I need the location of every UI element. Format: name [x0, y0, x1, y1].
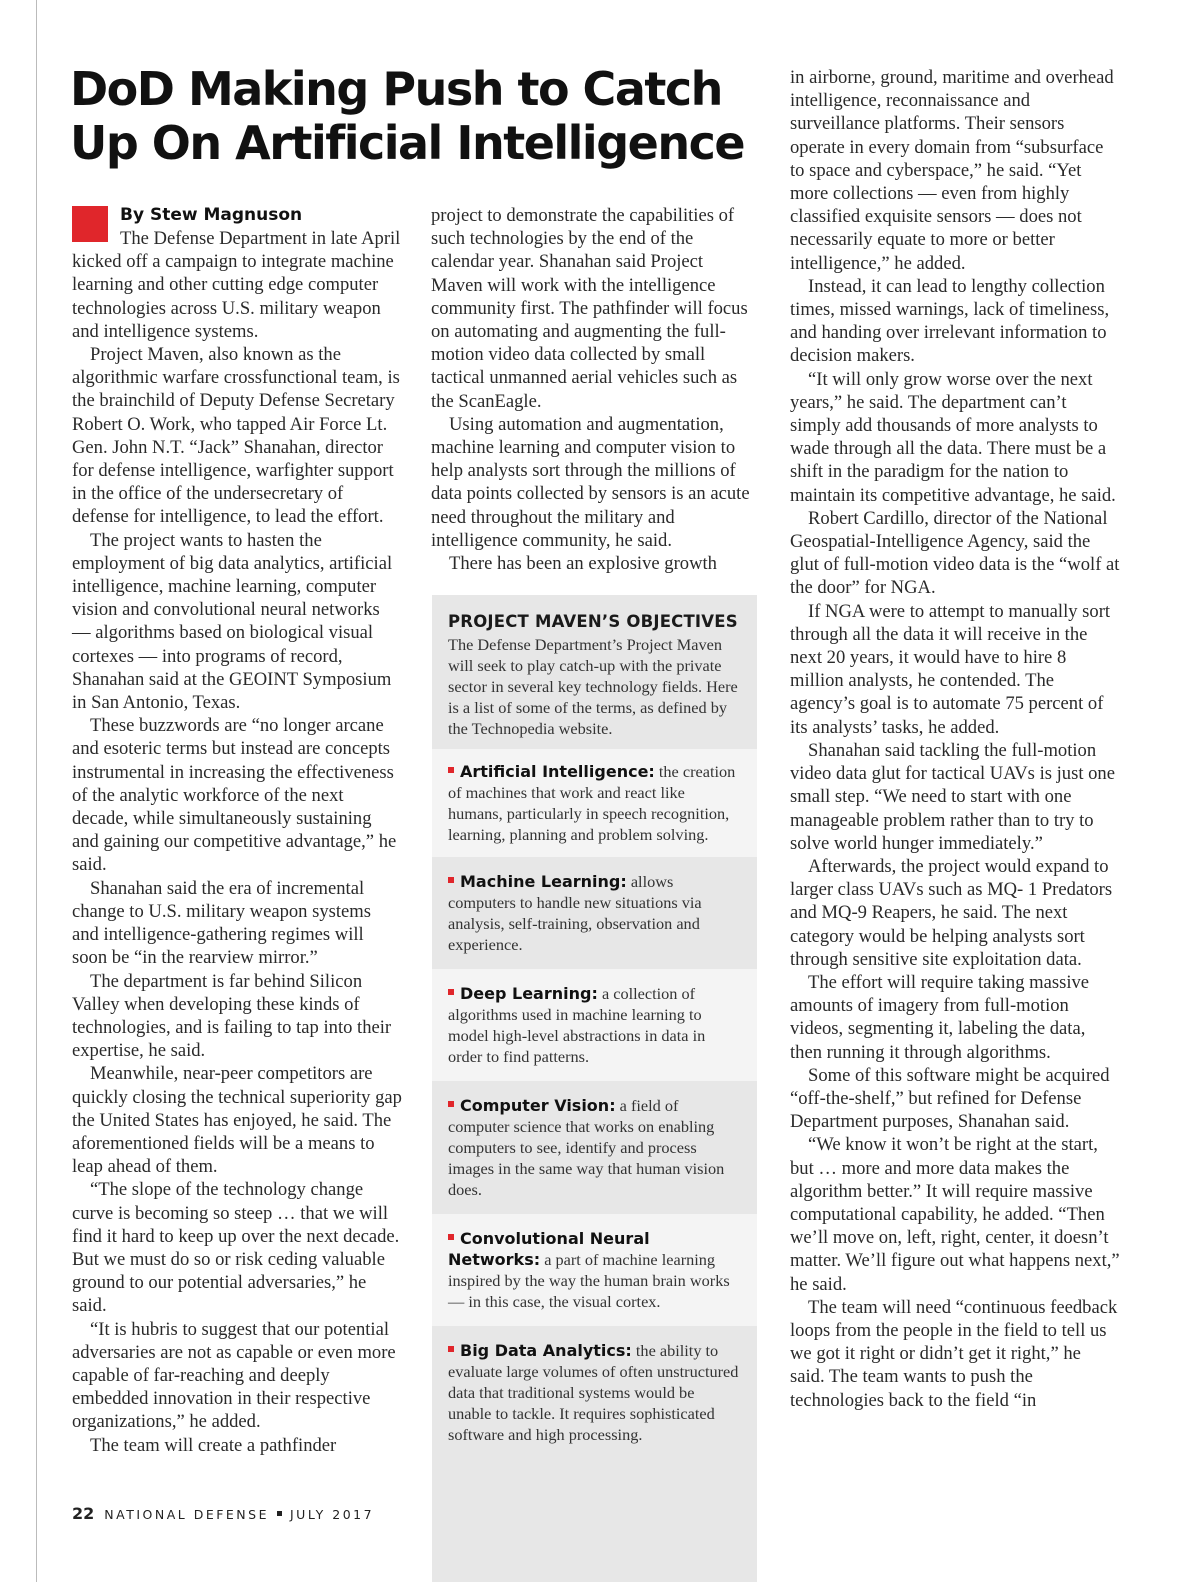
sidebar-definition: a field of computer science that works on enabling computers to see, identify and process images in the same way that human vision does. [448, 1096, 725, 1199]
paragraph: Shanahan said tackling the full-motion video data glut for tactical UAVs is just one small step. “We need to start with one manageable problem rather than to try to solve world hunger immediately.” [790, 739, 1115, 854]
footer-separator-icon [277, 1511, 282, 1516]
paragraph: Afterwards, the project would expand to larger class UAVs such as MQ- 1 Predators and MQ-9 Reapers, he said. The next category would be helping analysts sort through sensitive site exploitation data. [790, 855, 1113, 970]
paragraph: The team will need “continuous feedback loops from the people in the field to tell us we got it right or didn’t get it right,” he said. The team wants to push the technologies back to the field “in [790, 1296, 1118, 1411]
page-footer [72, 1504, 374, 1523]
margin-rule [36, 0, 37, 1582]
bullet-icon [448, 989, 454, 995]
byline-row [72, 204, 402, 227]
paragraph: “It will only grow worse over the next years,” he said. The department can’t simply add thousands of more analysts to wade through all the data. There must be a shift in the paradigm for the nation to maintain its competitive advantage, he said. [790, 368, 1116, 506]
paragraph: Instead, it can lead to lengthy collection times, missed warnings, lack of timeliness, and handing over irrelevant information to decision makers. [790, 275, 1110, 367]
sidebar-definition: a part of machine learning inspired by the way the human brain works — in this case, the visual cortex. [448, 1250, 730, 1311]
sidebar-item [432, 1326, 757, 1459]
sidebar-item [432, 969, 757, 1081]
sidebar-item [432, 857, 757, 969]
paragraph: “The slope of the technology change curve is becoming so steep … that we will find it hard to keep up over the next decade. But we must do so or risk ceding valuable ground to our potential adversaries,” he said. [72, 1179, 400, 1317]
bullet-icon [448, 1101, 454, 1107]
paragraph: There has been an explosive growth [449, 553, 717, 575]
paragraph: If NGA were to attempt to manually sort through all the data it will receive in the next 20 years, it would have to hire 8 million analysts, he contended. The agency’s goal is to automate 75 percent of its analysts’ tasks, he added. [790, 600, 1111, 738]
sidebar-term: Deep Learning: [460, 984, 598, 1003]
sidebar-item [432, 1081, 757, 1214]
sidebar-definition: the creation of machines that work and react like humans, particularly in speech recognition, learning, planning and problem solving. [448, 762, 736, 844]
bullet-icon [448, 1346, 454, 1352]
headline: DoD Making Push to Catch Up On Artificial Intelligence [70, 62, 745, 170]
paragraph: in airborne, ground, maritime and overhead intelligence, reconnaissance and surveillance platforms. Their sensors operate in every domain from “subsurface to space and cyberspace,” he said. “Yet more collections — even from highly classified exquisite sensors — does not necessarily equate to more or better intelligence,” he added. [790, 67, 1114, 274]
sidebar-title: PROJECT MAVEN’S OBJECTIVES [448, 612, 738, 631]
paragraph: Meanwhile, near-peer competitors are quickly closing the technical superiority gap the United States has enjoyed, he said. The aforementioned fields will be a means to leap ahead of them. [72, 1063, 402, 1178]
paragraph: “We know it won’t be right at the start, but … more and more data makes the algorithm better.” It will require massive computational capability, he added. “Then we’ll move on, left, right, center, it doesn’t matter. We’ll figure out what happens next,” he said. [790, 1134, 1120, 1295]
sidebar-intro [432, 595, 757, 749]
sidebar-definition: the ability to evaluate large volumes of often unstructured data that traditional systems would be unable to tackle. It requires sophisticated software and high processing. [448, 1341, 739, 1444]
paragraph: Some of this software might be acquired “off-the-shelf,” but refined for Defense Department purposes, Shanahan said. [790, 1064, 1110, 1133]
byline: By Stew Magnuson [120, 205, 303, 225]
bullet-icon [448, 1234, 454, 1240]
paragraph: The team will create a pathfinder [90, 1434, 337, 1456]
column-1 [72, 204, 402, 1457]
paragraph: The Defense Department in late April kicked off a campaign to integrate machine learning and other cutting edge computer technologies across U.S. military weapon and intelligence systems. [72, 228, 401, 342]
sidebar-term: Artificial Intelligence: [460, 762, 655, 781]
paragraph: The project wants to hasten the employment of big data analytics, artificial intelligence, machine learning, computer vision and convolutional neural networks — algorithms based on biological visual cortexes — into programs of record, Shanahan said at the GEOINT Symposium in San Antonio, Texas. [72, 529, 393, 714]
paragraph: The effort will require taking massive amounts of imagery from full-motion videos, segmenting it, labeling the data, then running it through algorithms. [790, 971, 1090, 1063]
bullet-icon [448, 877, 454, 883]
column-2 [431, 204, 756, 575]
sidebar-objectives [432, 595, 757, 1582]
red-square-icon [72, 206, 108, 242]
sidebar-definition: a collection of algorithms used in machine learning to model high-level abstractions in data in order to find patterns. [448, 984, 706, 1066]
issue-date: JULY 2017 [290, 1507, 375, 1522]
sidebar-item [432, 749, 757, 857]
paragraph: Using automation and augmentation, machine learning and computer vision to help analysts sort through the millions of data points collected by sensors is an acute need throughout the military and intelligence community, he said. [431, 413, 750, 551]
page-number: 22 [72, 1504, 95, 1523]
sidebar-term: Computer Vision: [460, 1096, 616, 1115]
paragraph: Project Maven, also known as the algorithmic warfare crossfunctional team, is the brainchild of Deputy Defense Secretary Robert O. Work, who tapped Air Force Lt. Gen. John N.T. “Jack” Shanahan, director for defense intelligence, warfighter support in the office of the undersecretary of defense for intelligence, to lead the effort. [72, 344, 400, 528]
sidebar-term: Big Data Analytics: [460, 1341, 632, 1360]
paragraph: Shanahan said the era of incremental change to U.S. military weapon systems and intelligence-gathering regimes will soon be “in the rearview mirror.” [72, 877, 371, 969]
sidebar-intro-text: The Defense Department’s Project Maven will seek to play catch-up with the private sector in several key technology fields. Here is a list of some of the terms, as defined by the Technopedia website. [448, 635, 738, 738]
paragraph: project to demonstrate the capabilities of such technologies by the end of the calendar year. Shanahan said Project Maven will work with the intelligence community first. The pathfinder will focus on automating and augmenting the full-motion video data collected by small tactical unmanned aerial vehicles such as the ScanEagle. [431, 205, 748, 412]
sidebar-definition: allows computers to handle new situations via analysis, self-training, observation and experience. [448, 872, 702, 954]
sidebar-term: Machine Learning: [460, 872, 627, 891]
paragraph: “It is hubris to suggest that our potential adversaries are not as capable or even more capable of far-reaching and deeply embedded innovation in their respective organizations,” he added. [72, 1318, 396, 1433]
paragraph: The department is far behind Silicon Valley when developing these kinds of technologies, and is failing to tap into their expertise, he said. [72, 970, 392, 1062]
sidebar-term: Convolutional Neural Networks: [448, 1229, 650, 1269]
paragraph: These buzzwords are “no longer arcane and esoteric terms but instead are concepts instrumental in increasing the effectiveness of the analytic workforce of the next decade, while simultaneously sustaining and gaining our competitive advantage,” he said. [72, 715, 397, 876]
paragraph: Robert Cardillo, director of the National Geospatial-Intelligence Agency, said the glut of full-motion video data is the “wolf at the door” for NGA. [790, 507, 1120, 599]
sidebar-item [432, 1214, 757, 1326]
column-3 [790, 66, 1120, 1412]
publication-name: NATIONAL DEFENSE [104, 1507, 269, 1522]
bullet-icon [448, 767, 454, 773]
